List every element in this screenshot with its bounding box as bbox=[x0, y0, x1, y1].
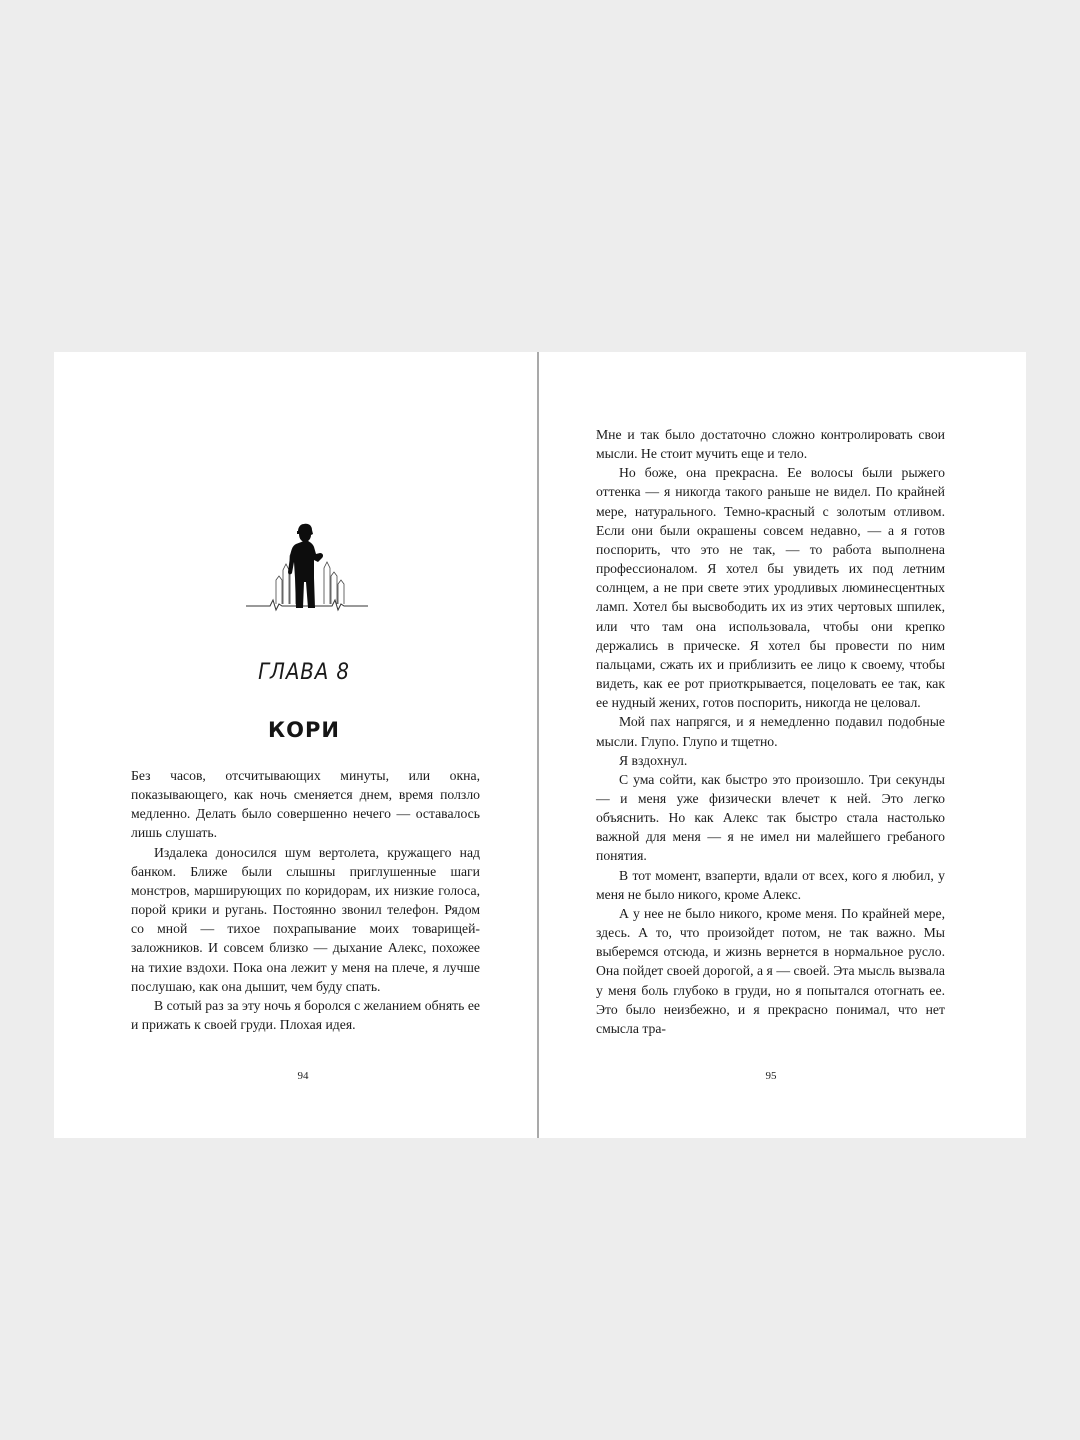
paragraph: А у нее не было никого, кроме меня. По крайней мере, здесь. А то, что произойдет потом, не так важно. Мы выберемся отсюда, и жизнь вернется в нормальное русло. Она пойдет своей дорогой, а я — своей. Эта мысль вызвала у меня боль глубоко в груди, но я попытался отогнать ее. Это было неизбежно, и я прекрасно понимал, что нет смысла тра- bbox=[596, 905, 945, 1036]
left-page-body bbox=[131, 766, 480, 1034]
chapter-label: ГЛАВА 8 bbox=[258, 660, 350, 685]
right-page bbox=[539, 352, 1026, 1138]
paragraph: С ума сойти, как быстро это произошло. Три секунды — и меня уже физически влечет к ней. Это легко объяснить. Но как Алекс так быстро стала настолько важной для меня — я не имел ни малейшего гребаного понятия. bbox=[596, 771, 945, 864]
paragraph: Издалека доносился шум вертолета, кружащего над банком. Ближе были слышны приглушенные шаги монстров, марширующих по коридорам, их низкие голоса, порой крики и ругань. Постоянно звонил телефон. Рядом со мной — тихое похрапывание моих товарищей-заложников. И совсем близко — дыхание Алекс, похожее на тихие вздохи. Пока она лежит у меня на плече, я лучше послушаю, как она дышит, чем буду спать. bbox=[131, 844, 480, 994]
paragraph: Мой пах напрягся, и я немедленно подавил подобные мысли. Глупо. Глупо и тщетно. bbox=[596, 714, 945, 749]
paragraph: Но боже, она прекрасна. Ее волосы были рыжего оттенка — я никогда такого раньше не видел. По крайней мере, натурального. Темно-красный с золотым отливом. Если они были окрашены совсем недавно, — а я готов поспорить, что это не так, — то работа выполнена профессионалом. Я хотел бы увидеть их под летним солнцем, а не при свете этих уродливых люминесцентных ламп. Хотел бы высвободить их из этих чертовых шпилек, или что там она использовала, чтобы они крепко держались в прическе. Я хотел бы провести по ним пальцами, сжать их и приблизить ее лицо к своему, чтобы видеть, как ее рот приоткрывается, поцеловать ее так, как ее нудный жених, готов поспорить, никогда не целовал. bbox=[596, 465, 945, 711]
paragraph: В сотый раз за эту ночь я боролся с желанием обнять ее и прижать к своей груди. Плохая идея. bbox=[131, 997, 480, 1033]
man-silhouette-skyline-emblem bbox=[246, 520, 368, 616]
chapter-title: КОРИ bbox=[268, 718, 340, 742]
paragraph: Без часов, отсчитывающих минуты, или окна, показывающего, как ночь сменяется днем, время ползло медленно. Делать было совершенно нечего — оставалось лишь слушать. bbox=[131, 768, 480, 841]
paragraph: В тот момент, взаперти, вдали от всех, кого я любил, у меня не было никого, кроме Алекс. bbox=[596, 867, 945, 902]
paragraph: Мне и так было достаточно сложно контролировать свои мысли. Не стоит мучить еще и тело. bbox=[596, 427, 945, 462]
page-number: 94 bbox=[297, 1070, 309, 1082]
book-spread bbox=[54, 352, 1026, 1138]
left-page bbox=[54, 352, 537, 1138]
right-page-body bbox=[596, 425, 945, 1038]
page-number: 95 bbox=[765, 1070, 777, 1082]
paragraph: Я вздохнул. bbox=[619, 752, 688, 768]
